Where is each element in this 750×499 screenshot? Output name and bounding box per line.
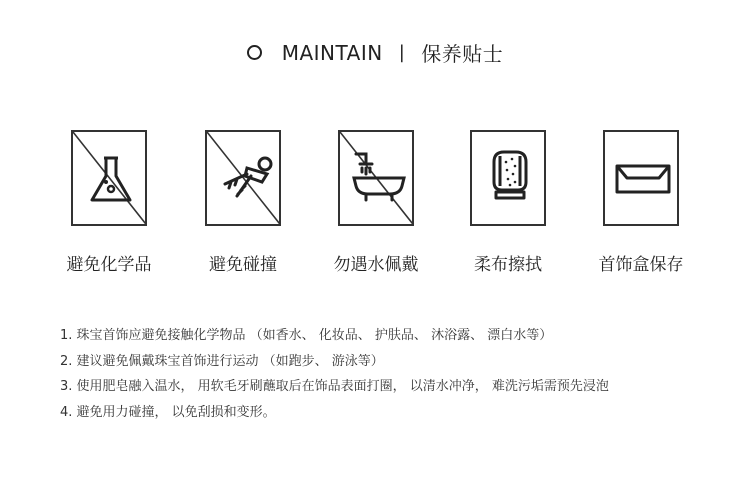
circle-icon [247,45,262,60]
icon-item-avoid-water [315,130,445,280]
care-note: 3. 使用肥皂融入温水， 用软毛牙刷蘸取后在饰品表面打圈， 以清水冲净， 难洗污垢需预先浸泡 [60,379,609,394]
cloth-icon [470,130,546,226]
icon-item-avoid-collision [182,130,312,280]
care-notes-list [60,323,740,425]
header-title-en: MAINTAIN [281,40,383,65]
caption-soft-cloth: 柔布擦拭 [474,255,542,275]
caption-avoid-water: 勿遇水佩戴 [333,255,419,275]
caption-avoid-chemicals: 避免化学品 [66,255,152,275]
care-note: 1. 珠宝首饰应避免接触化学物品 （如香水、 化妆品、 护肤品、 沐浴露、 漂白水等） [60,328,553,343]
icon-item-jewelry-box [580,130,710,280]
caption-jewelry-box: 首饰盒保存 [598,255,684,275]
care-note: 2. 建议避免佩戴珠宝首饰进行运动 （如跑步、 游泳等） [60,353,384,369]
faucet-icon [338,130,414,226]
header-title-cn: 保养贴士 [421,42,504,66]
icon-item-avoid-chemicals [48,130,178,280]
care-icons-row [0,130,750,280]
care-note: 4. 避免用力碰撞， 以免刮损和变形。 [60,404,276,420]
icon-item-soft-cloth [447,130,577,280]
keys-icon [205,130,281,226]
jewelry-box-icon [603,130,679,226]
section-header [0,38,750,67]
header-separator: | [398,42,406,63]
caption-avoid-collision: 避免碰撞 [209,255,277,275]
flask-icon [71,130,147,226]
